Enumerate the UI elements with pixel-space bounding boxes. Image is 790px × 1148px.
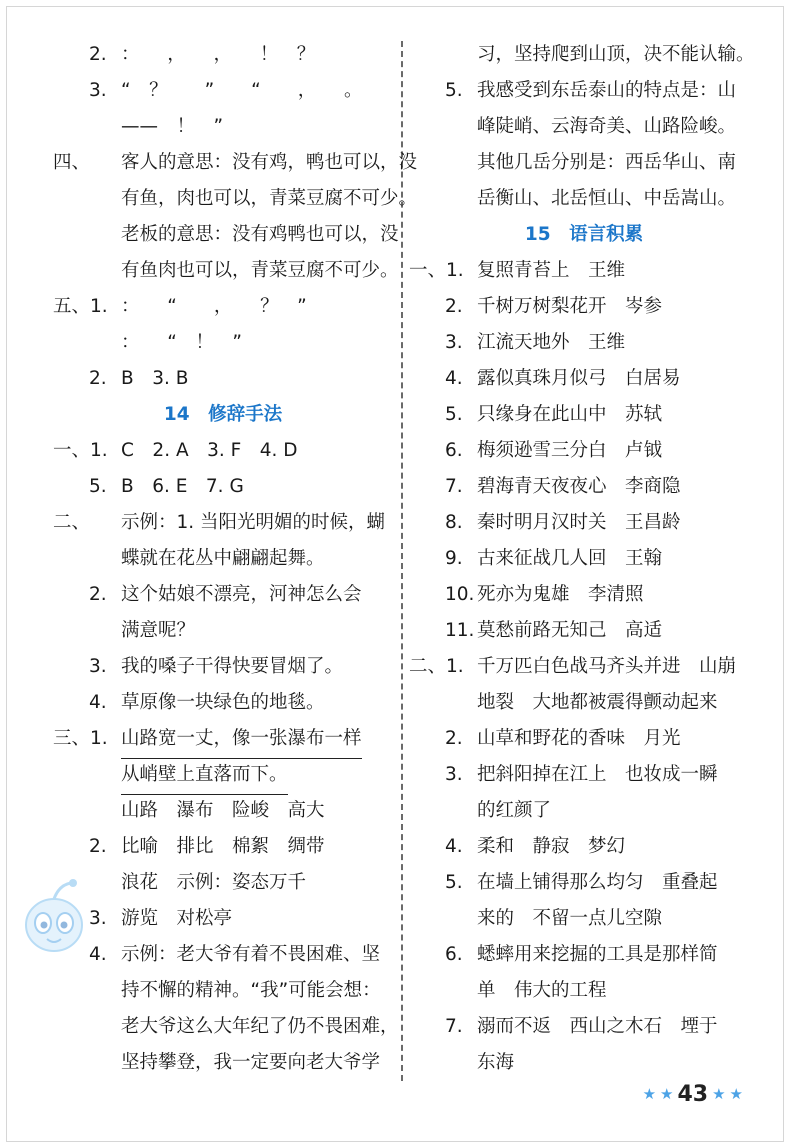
answer-line: [409, 361, 759, 397]
answer-line: [53, 289, 393, 325]
item-number: 3.: [89, 80, 107, 101]
item-number: 10.: [445, 584, 475, 605]
answer-line: [409, 469, 759, 505]
answer-text: C 2. A 3. F 4. D: [121, 440, 298, 461]
answer-line: [53, 541, 393, 577]
answer-text: 我的嗓子干得快要冒烟了。: [121, 656, 344, 677]
answer-line: [53, 829, 393, 865]
answer-line: [409, 397, 759, 433]
answer-line: [53, 433, 393, 469]
answer-text: 复照青苔上 王维: [477, 260, 626, 281]
answer-line: [409, 289, 759, 325]
item-number: 7.: [445, 476, 463, 497]
answer-line: [53, 145, 418, 181]
answer-line: [409, 901, 759, 937]
item-number: 二、: [53, 512, 91, 533]
answer-text: 习，坚持爬到山顶，决不能认输。: [477, 44, 755, 65]
answer-text: 浪花 示例：姿态万千: [121, 872, 307, 893]
answer-line: [53, 721, 393, 757]
answer-line: [409, 505, 759, 541]
item-number: 3.: [445, 332, 463, 353]
star-icon: ★: [729, 1085, 743, 1103]
answer-line: [53, 505, 393, 541]
item-number: 7.: [445, 1016, 463, 1037]
answer-text: 坚持攀登，我一定要向老大爷学: [121, 1052, 381, 1073]
section-heading: 14 修辞手法: [163, 404, 283, 425]
item-number: 5.: [89, 476, 107, 497]
answer-line: [409, 325, 759, 361]
item-number: 三、1.: [53, 728, 108, 749]
item-number: 4.: [89, 692, 107, 713]
answer-line: [53, 793, 393, 829]
cartoon-mascot-icon: [19, 877, 89, 957]
star-icon: ★: [660, 1085, 674, 1103]
section-heading: 15 语言积累: [524, 224, 644, 245]
item-number: 2.: [89, 584, 107, 605]
item-number: 6.: [445, 944, 463, 965]
item-number: 2.: [89, 368, 107, 389]
answer-line: [53, 577, 393, 613]
answer-line: [53, 253, 399, 289]
item-number: 3.: [89, 908, 107, 929]
answer-line: [53, 469, 393, 505]
answer-text: 持不懈的精神。“我”可能会想：: [121, 980, 381, 1001]
answer-line: [409, 829, 759, 865]
answer-text: 来的 不留一点儿空隙: [477, 908, 663, 929]
answer-line: [53, 865, 393, 901]
answer-line: [409, 37, 759, 73]
answer-line: [409, 1009, 759, 1045]
answer-text: 草原像一块绿色的地毯。: [121, 692, 325, 713]
answer-text: 露似真珠月似弓 白居易: [477, 368, 681, 389]
answer-text: 我感受到东岳泰山的特点是：山: [477, 80, 737, 101]
answer-text: 示例：1. 当阳光明媚的时候，蝴: [121, 512, 386, 533]
answer-text: 岳衡山、北岳恒山、中岳嵩山。: [477, 188, 737, 209]
item-number: 8.: [445, 512, 463, 533]
answer-text: 游览 对松亭: [121, 908, 233, 929]
answer-text: 有鱼，肉也可以，青菜豆腐不可少。: [121, 188, 418, 209]
answer-line: [53, 1045, 393, 1081]
answer-line: [53, 181, 418, 217]
answer-text: 东海: [477, 1052, 515, 1073]
item-number: 2.: [89, 836, 107, 857]
answer-line: [409, 73, 759, 109]
answer-line: [409, 613, 759, 649]
answer-text: 只缘身在此山中 苏轼: [477, 404, 663, 425]
answer-text: 碧海青天夜夜心 李商隐: [477, 476, 681, 497]
answer-line: [53, 73, 393, 109]
answer-text: 蟋蟀用来挖掘的工具是那样简: [477, 944, 718, 965]
star-icon: ★: [712, 1085, 726, 1103]
answer-line: [409, 577, 759, 613]
answer-line: [409, 865, 759, 901]
answer-text: ： “ ， ？ ”: [121, 296, 307, 317]
answer-line: [53, 685, 393, 721]
item-number: 4.: [445, 836, 463, 857]
answer-line: [53, 613, 393, 649]
answer-text: 示例：老大爷有着不畏困难、坚: [121, 944, 381, 965]
left-column: [53, 37, 418, 1081]
answer-line: [409, 181, 759, 217]
answer-text: 单 伟大的工程: [477, 980, 607, 1001]
answer-text: 的红颜了: [477, 800, 552, 821]
answer-line: [409, 541, 759, 577]
answer-line: [53, 325, 393, 361]
answer-text: 老板的意思：没有鸡鸭也可以，没: [121, 224, 399, 245]
answer-line: [409, 793, 759, 829]
answer-text: 把斜阳掉在江上 也妆成一瞬: [477, 764, 718, 785]
item-number: 一、1.: [53, 440, 108, 461]
item-number: 二、1.: [409, 656, 464, 677]
answer-text: 老大爷这么大年纪了仍不畏困难，: [121, 1016, 399, 1037]
answer-line: [409, 145, 759, 181]
item-number: 2.: [445, 296, 463, 317]
answer-line: [53, 757, 393, 793]
answer-line: [53, 649, 393, 685]
answer-text: 梅须逊雪三分白 卢钺: [477, 440, 663, 461]
answer-text: 客人的意思：没有鸡，鸭也可以，没: [121, 152, 418, 173]
item-number: 2.: [89, 44, 107, 65]
answer-line: [409, 109, 759, 145]
answer-text: 千万匹白色战马齐头并进 山崩: [477, 656, 737, 677]
answer-line: [409, 973, 759, 1009]
answer-line: [409, 757, 759, 793]
item-number: 2.: [445, 728, 463, 749]
item-number: 四、: [53, 152, 91, 173]
page-footer: [643, 1079, 743, 1109]
answer-text: “ ？ ” “ ， 。: [121, 80, 363, 101]
answer-text: 古来征战几人回 王翰: [477, 548, 663, 569]
answer-text: B 3. B: [121, 368, 189, 389]
answer-text: 溺而不返 西山之木石 堙于: [477, 1016, 718, 1037]
answer-line: [53, 361, 393, 397]
answer-text: 山路宽一丈，像一张瀑布一样: [121, 721, 362, 759]
item-number: 一、1.: [409, 260, 464, 281]
answer-line: [53, 217, 399, 253]
item-number: 5.: [445, 80, 463, 101]
answer-line: [53, 973, 393, 1009]
answer-page: [6, 6, 784, 1142]
answer-line: [409, 649, 759, 685]
answer-text: 山草和野花的香味 月光: [477, 728, 681, 749]
answer-text: 峰陡峭、云海奇美、山路险峻。: [477, 116, 737, 137]
answer-text: —— ！ ”: [121, 116, 224, 137]
page-number: 43: [677, 1081, 709, 1107]
answer-text: 秦时明月汉时关 王昌龄: [477, 512, 681, 533]
item-number: 5.: [445, 872, 463, 893]
answer-text: 柔和 静寂 梦幻: [477, 836, 626, 857]
answer-text: 从峭壁上直落而下。: [121, 757, 288, 795]
answer-line: [409, 433, 759, 469]
item-number: 3.: [89, 656, 107, 677]
answer-text: 死亦为鬼雄 李清照: [477, 584, 644, 605]
item-number: 6.: [445, 440, 463, 461]
item-number: 5.: [445, 404, 463, 425]
answer-text: 这个姑娘不漂亮，河神怎么会: [121, 584, 362, 605]
answer-text: B 6. E 7. G: [121, 476, 244, 497]
item-number: 4.: [445, 368, 463, 389]
answer-text: 地裂 大地都被震得颤动起来: [477, 692, 718, 713]
answer-text: 有鱼肉也可以，青菜豆腐不可少。: [121, 260, 399, 281]
answer-text: 江流天地外 王维: [477, 332, 626, 353]
item-number: 11.: [445, 620, 475, 641]
right-column: [409, 37, 759, 1081]
answer-line: [53, 109, 393, 145]
answer-text: 比喻 排比 棉絮 绸带: [121, 836, 325, 857]
answer-line: [53, 37, 393, 73]
answer-text: 千树万树梨花开 岑参: [477, 296, 663, 317]
answer-text: ： ， ， ！ ？: [121, 44, 316, 65]
answer-line: [409, 253, 759, 289]
answer-text: 蝶就在花丛中翩翩起舞。: [121, 548, 325, 569]
answer-text: 山路 瀑布 险峻 高大: [121, 800, 325, 821]
answer-line: [53, 937, 393, 973]
answer-line: [53, 1009, 399, 1045]
answer-text: ： “ ！ ”: [121, 332, 242, 353]
answer-line: [409, 721, 759, 757]
answer-text: 莫愁前路无知己 高适: [477, 620, 663, 641]
item-number: 9.: [445, 548, 463, 569]
answer-text: 其他几岳分别是：西岳华山、南: [477, 152, 737, 173]
answer-line: [409, 1045, 759, 1081]
answer-line: [409, 685, 759, 721]
star-icon: ★: [642, 1085, 657, 1103]
item-number: 五、1.: [53, 296, 108, 317]
answer-line: [409, 937, 759, 973]
item-number: 3.: [445, 764, 463, 785]
item-number: 4.: [89, 944, 107, 965]
answer-text: 在墙上铺得那么均匀 重叠起: [477, 872, 718, 893]
answer-text: 满意呢？: [121, 620, 196, 641]
answer-line: [53, 901, 393, 937]
